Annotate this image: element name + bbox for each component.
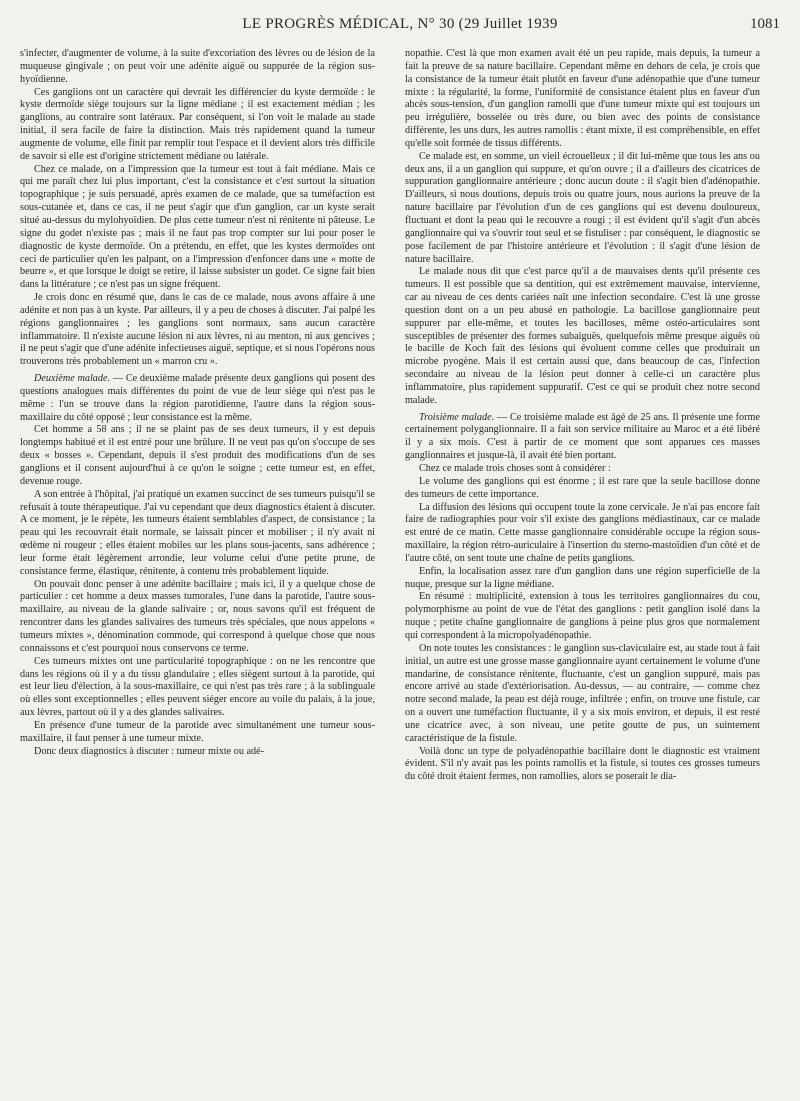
left-column (20, 48, 375, 758)
paragraph: Je crois donc en résumé que, dans le cas de ce malade, nous avons affaire à une adénite et non pas à un kyste. Par ailleurs, il y a peu de choses à discuter. J'ai palpé les régions ganglionnaires ; les ganglions sont normaux, sans aucun caractère inflammatoire. Il n'existe aucune lésion ni aux lèvres, ni au menton, ni aux gencives ; il ne peut s'agir que d'une adénite infectieuses aiguë, septique, et si nous l'opérons nous trouverons très probablement un « marron cru ». (20, 292, 375, 368)
paragraph: nopathie. C'est là que mon examen avait été un peu rapide, mais depuis, la tumeur a fait la preuve de sa nature bacillaire. Cependant même en dehors de cela, je crois que la consistance de la tumeur était plutôt en faveur d'une adénopathie que d'une tumeur mixte : la régularité, la forme, l'uniformité de consistance étaient plus en faveur d'un abcès sous-tension, d'un ganglion ramolli que d'une tumeur mixte qui est toujours un peu irrégulière, bosselée ou très dure, ou bien avec des points de consistance différente, les uns durs, les autres ramollis : étant mixte, il est compréhensible, en effet qu'elle soit formée de tissus différents. (405, 48, 760, 149)
paragraph-text: — Ce deuxième malade présente deux ganglions qui posent des questions analogues mais différentes du point de vue de leur siège qui n'est pas le même : l'un se trouve dans la région parotidienne, l'autre dans la région sous-maxillaire du côté opposé ; leur consistance est la même. (20, 373, 376, 423)
paragraph: Le volume des ganglions qui est énorme ; il est rare que la seule bacillose donne des tumeurs de cette importance. (405, 475, 760, 500)
paragraph: Voilà donc un type de polyadénopathie bacillaire dont le diagnostic est vraiment évident. S'il n'y avait pas les points ramollis et la fistule, si toutes ces grosses tumeurs du côté droit étaient fermes, non ramollies, alors se poserait le dia- (405, 745, 760, 783)
section-paragraph (20, 373, 375, 424)
paragraph: A son entrée à l'hôpital, j'ai pratiqué un examen succinct de ses tumeurs puisqu'il se refusait à toute thérapeutique. J'ai vu cependant que deux diagnostics étaient à discuter. A ce moment, je le répète, les tumeurs étaient semblables d'aspect, de consistance ; la peau qui les recouvrait était normale, se laissait pincer et mobiliser ; il n'y avait ni œdème ni rougeur ; elles étaient mobiles sur les plans sous-jacents, sans adhérence ; leur forme était légèrement arrondie, leur volume celui d'une petite prune, de consistance ferme, élastique, rénitente, à contenu très probablement liquide. (20, 488, 375, 577)
paragraph: Enfin, la localisation assez rare d'un ganglion dans une région superficielle de la nuque, presque sur la ligne médiane. (405, 565, 760, 590)
page-number: 1081 (750, 16, 780, 32)
paragraph: Cet homme a 58 ans ; il ne se plaint pas de ses deux tumeurs, il y est depuis longtemps habitué et il est entré pour une brûlure. Il ne veut pas qu'on s'occupe de ses deux « bosses ». Cependant, depuis il s'est produit des modifications d'un de ses ganglions et il consent aujourd'hui à ce qu'on le soigne ; cette tumeur est, en effet, devenue rouge. (20, 424, 375, 487)
paragraph: Le malade nous dit que c'est parce qu'il a de mauvaises dents qu'il présente ces tumeurs. Il est possible que sa dentition, qui est extrêmement mauvaise, intervienne, car au niveau de ces dents cariées naît une infection secondaire. C'est là une grosse question dont on a un peu abusé en pathologie. La bacillose ganglionnaire peut suppurer par elle-même, et toutes les bacilloses, même ostéo-articulaires sont susceptibles de présenter des formes subaiguës, quelquefois même presque aiguës où le bacille de Koch fait des lésions qui évoluent comme celles que produirait un microbe pyogène. Mais il est certain aussi que, dans beaucoup de cas, l'infection secondaire au niveau de la lésion peut donner à celle-ci un caractère plus inflammatoire, plus rapidement suppuratif. C'est ce qui se produit chez notre second malade. (405, 266, 760, 406)
paragraph: s'infecter, d'augmenter de volume, à la suite d'excoriation des lèvres ou de lésion de la muqueuse gingivale ; on peut voir une adénite aiguë ou suppurée de la région sus-hyoïdienne. (20, 48, 375, 85)
section-paragraph (405, 412, 760, 463)
paragraph: Chez ce malade, on a l'impression que la tumeur est tout à fait médiane. Mais ce qui me paraît chez lui plus important, c'est la consistance et c'est surtout la situation topographique ; je suis persuadé, après examen de ce malade, que sa tuméfaction est sous-cutanée et, dans ce cas, il ne peut s'agir que d'un ganglion, car un kyste serait situé au-dessus du mylohyoïdien. De plus cette tumeur n'est ni rénitente ni pâteuse. Le signe du godet n'existe pas ; mais il ne faut pas trop compter sur lui pour poser le diagnostic de kyste dermoïde. On a prétendu, en effet, que les kystes dermoïdes ont ceci de particulier qu'en les palpant, on a l'impression d'enfoncer dans une « motte de beurre », et que lorsque le doigt se retire, il laisse subsister un godet. Ce signe fait bien dans la littérature ; ce n'est pas un signe fréquent. (20, 163, 375, 291)
paragraph: On note toutes les consistances : le ganglion sus-claviculaire est, au stade tout à fait initial, un autre est une grosse masse ganglionnaire ayant certainement le volume d'une mandarine, de consistance rénitente, fluctuante, c'est un ganglion suppuré, mais pas encore arrivé au stade d'extériorisation. Au-dessus, — au contraire, — comme chez notre second malade, la peau est déjà rouge, infiltrée ; enfin, on trouve une fistule, car on a ouvert une tuméfaction fluctuante, il y a six mois environ, et depuis, il est resté une cicatrice avec, à son niveau, une petite goutte de pus, un suintement caractéristique de la fistule. (405, 642, 760, 744)
paragraph-text: — Ce troisième malade est âgé de 25 ans. Il présente une forme certainement polyganglionnaire. Il a fait son service militaire au Maroc et a été libéré il y a six mois. C'est à partir de ce moment que sont apparues ces masses ganglionnaires et jusque-là, il avait été bien portant. (405, 411, 760, 462)
paragraph: On pouvait donc penser à une adénite bacillaire ; mais ici, il y a quelque chose de particulier : cet homme a deux masses tumorales, l'une dans la parotide, l'autre sous-maxillaire, au niveau de la glande salivaire ; or, nous savons qu'il est fréquent de rencontrer dans les glandes salivaires des tumeurs très spéciales, que nous appelons « tumeurs mixtes », dénomination commode, qui correspond à quelque chose que nous connaissons et c'est pourquoi nous conservons ce terme. (20, 578, 375, 654)
paragraph: La diffusion des lésions qui occupent toute la zone cervicale. Je n'ai pas encore fait faire de radiographies pour voir s'il existe des ganglions médiastinaux, car ce malade est entré de ce matin. Cette masse ganglionnaire considérable occupe la région sous-maxillaire, la région rétro-auriculaire à l'insertion du sterno-mastoïdien d'un côté et de l'autre côté, on sent toute une chaîne de petits ganglions. (405, 501, 760, 564)
right-column (405, 48, 760, 784)
paragraph: Ces ganglions ont un caractère qui devrait les différencier du kyste dermoïde : le kyste dermoïde siège toujours sur la ligne médiane ; il est exactement médian ; les ganglions, au contraire sont latéraux. Par conséquent, si l'on voit le malade au stade initial, il sera facile de faire la distinction. Mais très rapidement quand la tumeur augmente de volume, elle finit par remplir tout l'espace et il devient alors très difficile de savoir si elle est d'origine strictement médiane ou latérale. (20, 86, 375, 162)
paragraph: Ce malade est, en somme, un vieil écrouelleux ; il dit lui-même que tous les ans ou deux ans, il a un ganglion qui suppure, et qu'on ouvre ; il a d'ailleurs des cicatrices de suppuration ganglionnaire antérieure ; donc aucun doute : il s'agit bien d'adénopathie. D'ailleurs, si nous doutions, depuis trois ou quatre jours, nous aurions la preuve de la nature bacillaire par l'évolution d'un de ces ganglions qui est devenu douloureux, fluctuant et dont la peau qui le recouvre a rougi ; il est évident qu'il s'agit d'un abcès ganglionnaire qui va s'ouvrir tout seul et se fistuliser : par conséquent, le diagnostic se pose facilement de par l'histoire antérieure et l'évolution : il s'agit d'une lésion de nature bacillaire. (405, 150, 760, 265)
paragraph: En résumé : multiplicité, extension à tous les territoires ganglionnaires du cou, polymorphisme au point de vue de l'état des ganglions : petit ganglion isolé dans la nuque ; petite chaîne ganglionnaire de ganglions à peine plus gros que normalement qui correspondent à la micropolyadénopathie. (405, 591, 760, 641)
journal-title: LE PROGRÈS MÉDICAL, N° 30 (29 Juillet 1939 (242, 16, 558, 32)
paragraph: Donc deux diagnostics à discuter : tumeur mixte ou adé- (34, 745, 265, 757)
running-header (20, 14, 780, 38)
paragraph: Chez ce malade trois choses sont à considérer : (419, 463, 611, 474)
paragraph: Ces tumeurs mixtes ont une particularité topographique : on ne les rencontre que dans les régions où il y a du tissu glandulaire ; elles siègent surtout à la parotide, qui est leur lieu d'élection, à la sous-maxillaire, ce qui n'est pas très rare ; à la sublinguale où elles sont exceptionnelles ; elles peuvent siéger encore au voile du palais, à la joue, aux lèvres, partout où il y a des glandes salivaires. (20, 655, 375, 719)
section-heading: Deuxième malade. (34, 373, 111, 385)
paragraph: En présence d'une tumeur de la parotide avec simultanément une tumeur sous-maxillaire, il faut penser à une tumeur mixte. (20, 719, 375, 744)
section-heading: Troisième malade. (419, 411, 495, 423)
